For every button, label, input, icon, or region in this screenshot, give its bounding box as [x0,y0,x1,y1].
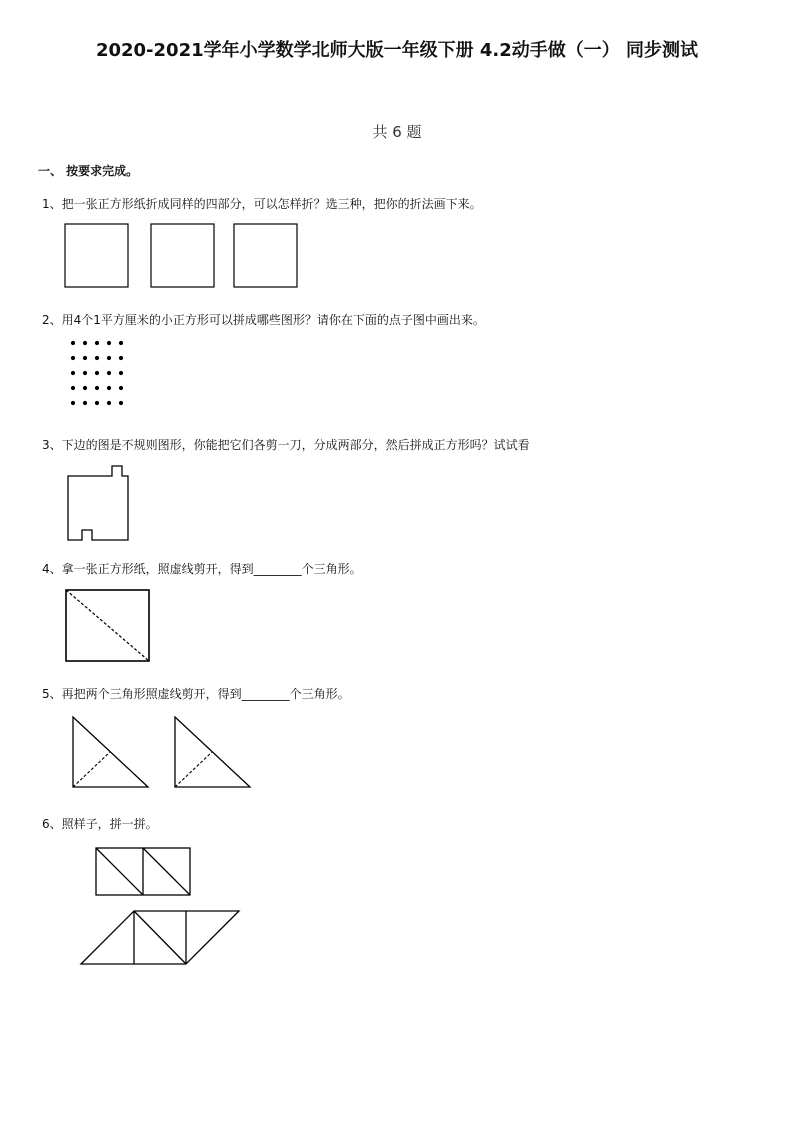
grid-dot [95,356,99,360]
blank-square-2 [151,224,214,287]
grid-dot [107,386,111,390]
question-6-text: 6、照样子，拼一拼。 [42,817,158,831]
grid-dot [71,386,75,390]
question-2-text: 2、用4个1平方厘米的小正方形可以拼成哪些图形？请你在下面的点子图中画出来。 [42,313,485,327]
grid-dot [119,401,123,405]
grid-dot [95,371,99,375]
question-count: 共 6 题 [372,123,422,141]
grid-dot [83,386,87,390]
grid-dot [95,341,99,345]
sample-rectangle [96,848,190,895]
grid-dot [107,401,111,405]
question-4-text: 4、拿一张正方形纸，照虚线剪开，得到________个三角形。 [42,562,362,576]
grid-dot [71,356,75,360]
question-2-dot-grid [68,338,128,410]
grid-dot [107,341,111,345]
blank-square-1 [65,224,128,287]
question-1-text: 1、把一张正方形纸折成同样的四部分，可以怎样折？选三种，把你的折法画下来。 [42,197,482,211]
grid-dot [71,341,75,345]
grid-dot [71,371,75,375]
triangle-1 [73,717,148,787]
grid-dot [107,356,111,360]
document-title: 2020-2021学年小学数学北师大版一年级下册 4.2动手做（一） 同步测试 [95,40,699,61]
triangle-2 [175,717,250,787]
grid-dot [71,401,75,405]
grid-dot [95,401,99,405]
question-5-triangles [70,715,256,791]
grid-dot [119,356,123,360]
grid-dot [119,341,123,345]
grid-dot [119,386,123,390]
grid-dot [83,401,87,405]
question-3-text: 3、下边的图是不规则图形，你能把它们各剪一刀，分成两部分，然后拼成正方形吗？试试看 [42,438,530,452]
grid-dot [83,371,87,375]
grid-dot [119,371,123,375]
question-6-figures [78,846,244,968]
question-4-square-diagonal [64,588,152,664]
grid-dot [83,356,87,360]
grid-dot [83,341,87,345]
question-3-irregular-shape [64,462,134,544]
question-1-figure [64,223,304,289]
grid-dot [95,386,99,390]
parallelogram [81,911,239,964]
section-heading: 一、 按要求完成。 [38,164,139,178]
dashed-cut-line [66,590,149,661]
question-5-text: 5、再把两个三角形照虚线剪开，得到________个三角形。 [42,687,350,701]
grid-dot [107,371,111,375]
blank-square-3 [234,224,297,287]
